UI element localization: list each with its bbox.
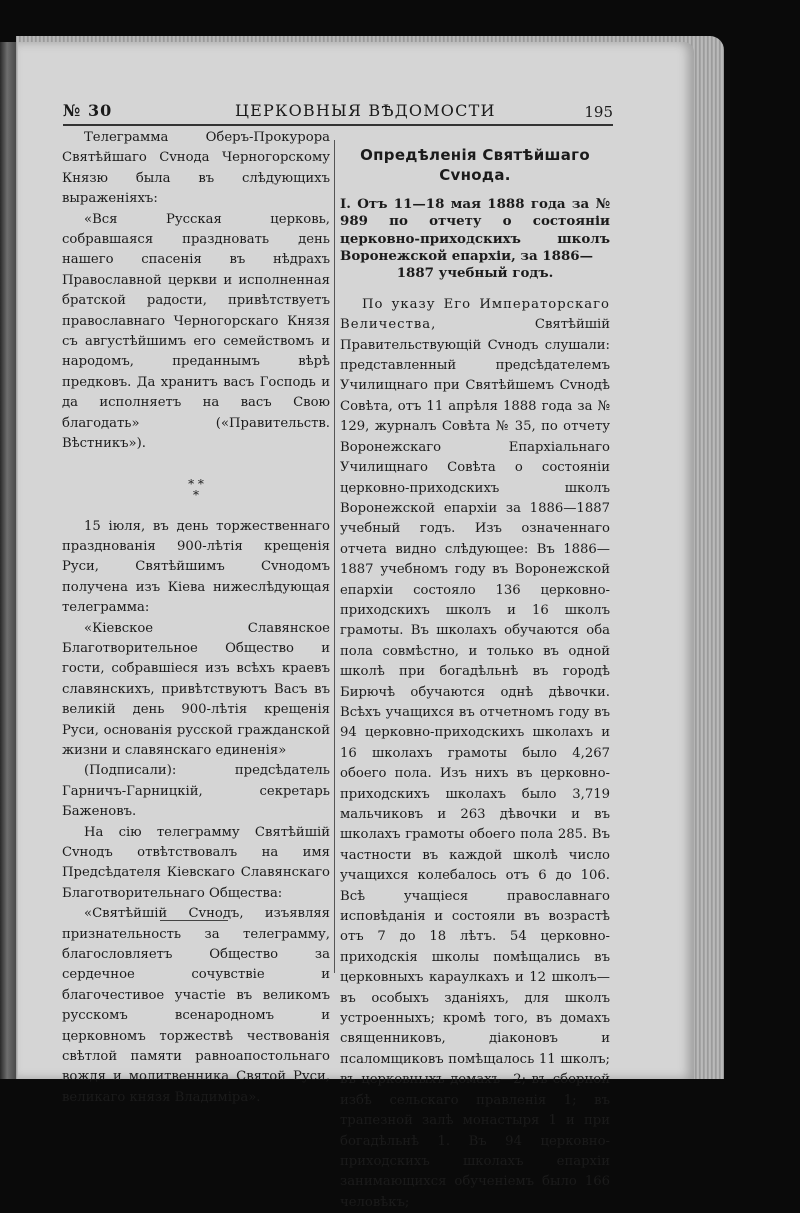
decree-heading-text: I. Отъ 11—18 мая 1888 года за № 989 по отчету о состояніи церковно-приходскихъ школъ Воронежской епархіи, за 1886— [340, 195, 610, 265]
decree-heading-last-line: 1887 учебный годъ. [396, 265, 554, 282]
end-rule [160, 920, 228, 921]
signatories: (Подписали): предсѣдатель Гарничъ-Гарницкій, секретарь Баженовъ. [62, 763, 330, 820]
left-column [62, 128, 330, 1108]
decree-body-lead: По указу Его Императорскаго Величества, [340, 296, 610, 333]
decree-body-text: Святѣйшій Правительствующій Сvнодъ слушали: представленный предсѣдателемъ Училищнаго при Святѣйшемъ Сvнодѣ Совѣта, отъ 11 апрѣля 1888 года за № 129, журналъ Совѣта № 35, по отчету Воронежскаго Епархіальнаго Училищнаго Совѣта о состояніи церковно-приходскихъ школъ Воронежской епархіи за 1886—1887 учебный годъ. Изъ означеннаго отчета видно слѣдующее: Въ 1886—1887 учебномъ году въ Воронежской епархіи состояло 136 церковно-приходскихъ школъ и 16 школъ грамоты. Въ школахъ обучаются оба пола совмѣстно, и только въ одной школѣ при богадѣльнѣ въ городѣ Бирючѣ обучаются однѣ дѣвочки. Всѣхъ учащихся въ отчетномъ году въ 94 церковно-приходскихъ школахъ и 16 школахъ грамоты было 4,267 обоего пола. Изъ нихъ въ церковно-приходскихъ школахъ было 3,719 мальчиковъ и 263 дѣвочки и въ школахъ грамоты обоего пола 285. Въ частности въ каждой школѣ число учащихся колебалось отъ 6 до 106. Всѣ учащіеся православнаго исповѣданія и состояли въ возрастѣ отъ 7 до 18 лѣтъ. 54 церковно-приходскія школы помѣщались въ церковныхъ караулкахъ и 12 школъ—въ особыхъ зданіяхъ, для школъ устроенныхъ; кромѣ того, въ домахъ священниковъ, діаконовъ и псаломщиковъ помѣщалось 11 школъ; въ церковныхъ домахъ—2; въ сборной избѣ сельскаго правленія 1; въ трапезной залѣ монастыря 1 и при богадѣльнѣ 1. Въ 94 церковно-приходскихъ школахъ епархіи занимающихся обученіемъ было 166 человѣкъ; [340, 317, 610, 1210]
decree-heading [340, 196, 610, 283]
synod-reply-intro: На сію телеграмму Святѣйшій Сvнодъ отвѣтствовалъ на имя Предсѣдателя Кіевскаго Славянскаго Благотворительнаго Общества: [62, 824, 330, 901]
right-column [340, 145, 610, 1213]
page-number: 195 [584, 103, 613, 121]
decree-body [340, 295, 610, 1213]
issue-number: № 30 [63, 101, 113, 120]
column-divider [334, 140, 335, 973]
kiev-telegram-text: «Кіевское Славянское Благотворительное Общество и гости, собравшіеся изъ всѣхъ краевъ славянскихъ, привѣтствуютъ Васъ въ великій день 900-лѣтія крещенія Руси, основанія русской гражданской жизни и славянскаго единенія» [62, 620, 330, 758]
asterisks-bottom: * [193, 487, 199, 502]
synod-reply-text: «Святѣйшій Сvнодъ, изъявляя признательность за телеграмму, благословляетъ Общество за сердечное сочувствіе и благочестивое участіе въ великомъ русскомъ всенародномъ и церковномъ торжествѣ чествованія свѣтлой памяти равноапостольнаго вождя и молитвенника Святой Руси, великаго князя Владиміра». [62, 906, 330, 1105]
journal-title: ЦЕРКОВНЫЯ ВѢДОМОСТИ [235, 101, 496, 120]
section-title: Опредѣленія Святѣйшаго Сvнода. [360, 146, 590, 185]
book-edge [0, 42, 16, 1079]
telegram-text: «Вся Русская церковь, собравшаяся праздновать день нашего спасенія въ нѣдрахъ Православной церкви и исполненная братской радости, привѣтствуетъ православнаго Черногорскаго Князя съ августѣйшимъ его семействомъ и народомъ, преданнымъ вѣрѣ предковъ. Да хранитъ васъ Господь и да исполняетъ на васъ Свою благодать» («Правительств. Вѣстникъ»). [62, 211, 330, 452]
header-rule [63, 124, 613, 126]
section-separator-asterisks [62, 476, 330, 502]
kiev-telegram-intro: 15 іюля, въ день торжественнаго празднованія 900-лѣтія крещенія Руси, Святѣйшимъ Сvнодомъ получена изъ Кіева нижеслѣдующая телеграмма: [62, 518, 330, 616]
asterisks-top: * * [188, 476, 204, 491]
telegram-intro: Телеграмма Оберъ-Прокурора Святѣйшаго Сvнода Черногорскому Князю была въ слѣдующихъ выраженіяхъ: [62, 130, 330, 207]
